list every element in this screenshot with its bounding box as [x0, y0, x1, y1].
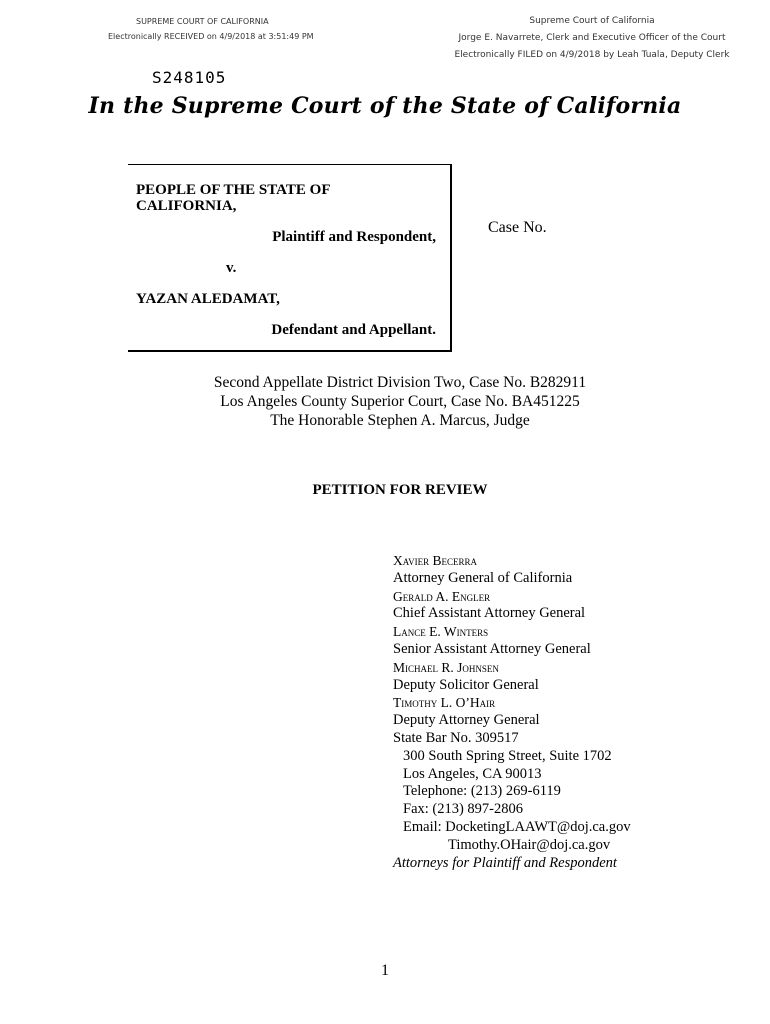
stamp-court-name: SUPREME COURT OF CALIFORNIA — [136, 17, 269, 26]
appellate-district: Second Appellate District Division Two, Case No. B282911 — [213, 374, 587, 391]
trial-judge: The Honorable Stephen A. Marcus, Judge — [270, 412, 530, 429]
counsel-title: Chief Assistant Attorney General — [393, 605, 586, 622]
address-city: Los Angeles, CA 90013 — [403, 765, 542, 782]
stamp-received-date: Electronically RECEIVED on 4/9/2018 at 3:51:49 PM — [108, 32, 314, 41]
superior-court: Los Angeles County Superior Court, Case No. BA451225 — [220, 393, 580, 410]
counsel-title: Senior Assistant Attorney General — [393, 640, 591, 657]
page-number: 1 — [381, 962, 389, 979]
party-plaintiff-line2: CALIFORNIA, — [136, 198, 237, 214]
counsel-title: Attorney General of California — [393, 569, 573, 586]
counsel-name: Lance E. Winters — [393, 624, 489, 640]
counsel-title: Deputy Attorney General — [393, 712, 540, 729]
filing-stamp-filed — [442, 13, 742, 64]
lower-court-info — [0, 373, 770, 430]
state-bar-number: State Bar No. 309517 — [393, 729, 519, 746]
address-street: 300 South Spring Street, Suite 1702 — [403, 747, 612, 764]
counsel-name: Xavier Becerra — [393, 553, 477, 568]
email-primary: Email: DocketingLAAWT@doj.ca.gov — [403, 818, 631, 835]
court-title: In the Supreme Court of the State of California — [88, 93, 682, 119]
counsel-name: Gerald A. Engler — [393, 588, 491, 604]
fax: Fax: (213) 897-2806 — [403, 801, 524, 818]
case-caption-box — [128, 164, 452, 352]
stamp-filed-date: Electronically FILED on 4/9/2018 by Leah Tuala, Deputy Clerk — [454, 50, 730, 60]
supreme-court-case-number: S248105 — [152, 68, 227, 87]
counsel-block — [393, 552, 631, 872]
versus: v. — [226, 260, 237, 276]
document-title: PETITION FOR REVIEW — [312, 482, 488, 498]
counsel-title: Deputy Solicitor General — [393, 676, 539, 693]
counsel-name: Michael R. Johnsen — [393, 659, 499, 675]
plaintiff-role: Plaintiff and Respondent, — [272, 229, 436, 245]
party-plaintiff — [136, 182, 396, 214]
counsel-role: Attorneys for Plaintiff and Respondent — [393, 854, 617, 871]
party-plaintiff-line1: PEOPLE OF THE STATE OF — [136, 182, 331, 198]
counsel-name: Timothy L. O’Hair — [393, 695, 496, 711]
email-secondary: Timothy.OHair@doj.ca.gov — [448, 836, 611, 853]
filing-stamp-received — [108, 14, 314, 44]
defendant-role: Defendant and Appellant. — [271, 322, 436, 338]
stamp-clerk: Jorge E. Navarrete, Clerk and Executive Officer of the Court — [458, 33, 726, 43]
telephone: Telephone: (213) 269-6119 — [403, 783, 561, 800]
case-no-label: Case No. — [488, 219, 547, 236]
stamp-court-name-right: Supreme Court of California — [529, 16, 655, 26]
party-defendant: YAZAN ALEDAMAT, — [136, 291, 280, 307]
